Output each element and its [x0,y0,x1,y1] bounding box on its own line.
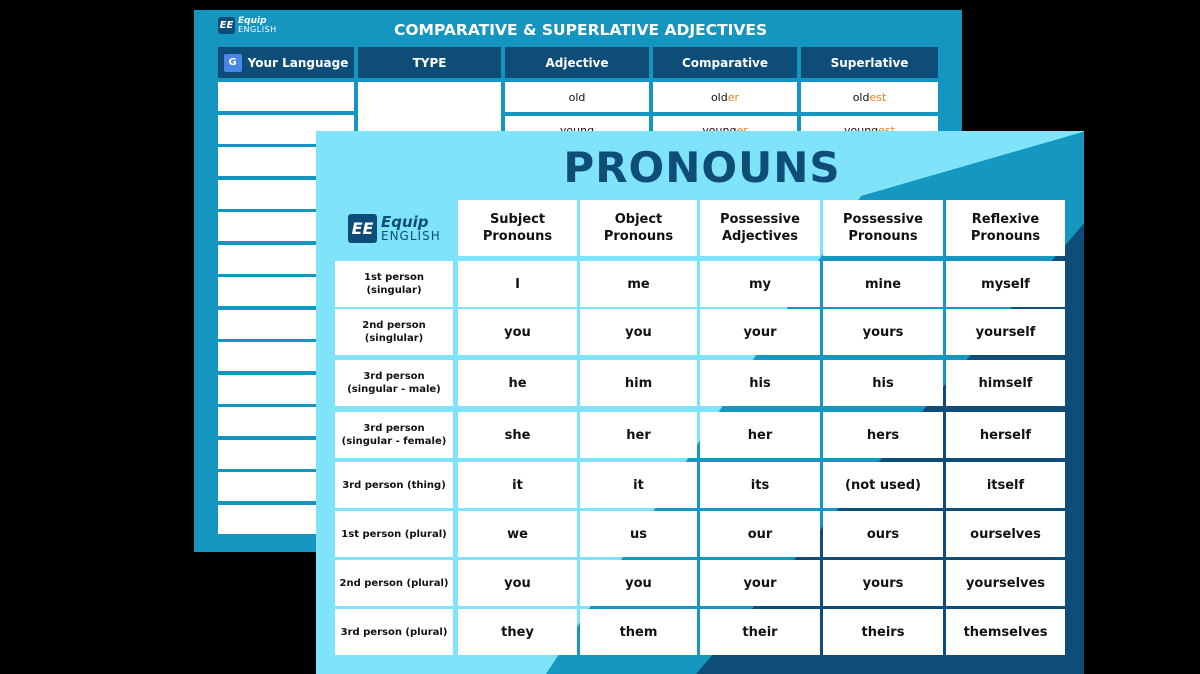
cell-text-line: 3rd person [363,371,425,382]
row-label [335,511,453,557]
word-base: old [852,90,870,104]
word-suffix: er [727,90,740,104]
pronoun-cell: itself [946,462,1065,508]
cell-text-line: Pronouns [603,229,674,244]
header-label: Your Language [247,55,349,70]
google-translate-icon: G [224,54,242,72]
pronoun-cell: I [458,261,577,307]
cell-text-line: 2nd person [362,320,426,331]
pronoun-cell: them [580,609,697,655]
pronoun-cell: your [700,560,820,606]
logo-line-1: Equip [381,213,429,231]
header-type: TYPE [358,47,501,78]
cell-text-line: Adjectives [721,229,799,244]
pronouns-chart-card [316,131,1084,674]
pronoun-cell: its [700,462,820,508]
word-base: old [710,90,728,104]
pronoun-cell: ourselves [946,511,1065,557]
comparative-cell [653,82,797,112]
cell-text-line: (singlular) [364,333,424,344]
cell-text-line: Object [614,212,663,227]
cell-text-line: 3rd person [363,423,425,434]
column-header [946,200,1065,256]
pronoun-cell: your [700,309,820,355]
ee-logo-badge: EE [218,17,235,34]
pronoun-cell: him [580,360,697,406]
pronoun-cell: her [700,412,820,458]
pronoun-cell: myself [946,261,1065,307]
pronoun-cell: our [700,511,820,557]
cell-text-line: Pronouns [970,229,1041,244]
pronoun-cell: it [580,462,697,508]
pronoun-cell: you [580,560,697,606]
pronoun-cell: (not used) [823,462,943,508]
pronouns-title: PRONOUNS [563,143,841,192]
column-header [580,200,697,256]
header-adjective: Adjective [505,47,649,78]
row-label [335,609,453,655]
pronoun-cell: hers [823,412,943,458]
cell-text-line: 2nd person (plural) [339,577,449,589]
row-label [335,412,453,458]
ee-logo-badge: EE [348,214,377,243]
pronoun-cell: his [700,360,820,406]
cell-text-line: 3rd person (plural) [340,626,448,638]
cell-text-line: Possessive [843,212,923,227]
your-language-cell [218,82,354,111]
cell-text-line: (singular - female) [341,436,447,447]
cell-text-line: 1st person (singular) [364,272,424,296]
cell-text-line: Possessive [720,212,800,227]
pronoun-cell: yourselves [946,560,1065,606]
pronoun-cell: themselves [946,609,1065,655]
row-label [335,309,453,355]
pronoun-cell: their [700,609,820,655]
pronoun-cell: herself [946,412,1065,458]
superlative-cell [801,82,938,112]
pronoun-cell: she [458,412,577,458]
adjective-cell: old [505,82,649,112]
cell-text-line: Pronouns [848,229,918,244]
header-superlative: Superlative [801,47,938,78]
pronoun-cell: he [458,360,577,406]
header-comparative: Comparative [653,47,797,78]
pronoun-cell: her [580,412,697,458]
pronoun-cell: himself [946,360,1065,406]
pronoun-cell: my [700,261,820,307]
column-header [700,200,820,256]
equip-english-logo [218,17,277,34]
cell-text-line: 1st person (plural) [341,528,447,540]
row-label [335,462,453,508]
pronoun-cell: it [458,462,577,508]
adjectives-chart-title: COMPARATIVE & SUPERLATIVE ADJECTIVES [394,21,768,39]
pronoun-cell: me [580,261,697,307]
header-your-language [218,47,354,78]
logo-line-1: Equip [238,16,267,26]
cell-text-line: Reflexive [971,212,1040,227]
cell-text-line: Subject [489,212,546,227]
pronoun-cell: you [580,309,697,355]
pronoun-cell: his [823,360,943,406]
row-label [335,261,453,307]
pronoun-cell: yourself [946,309,1065,355]
cell-text-line: Pronouns [482,229,553,244]
logo-line-2: ENGLISH [238,25,277,34]
pronoun-cell: yours [823,560,943,606]
pronoun-cell: yours [823,309,943,355]
pronoun-cell: they [458,609,577,655]
column-header [458,200,577,256]
row-label [335,360,453,406]
pronoun-cell: you [458,560,577,606]
cell-text-line: 3rd person (thing) [342,479,446,491]
word-suffix: est [869,90,887,104]
pronoun-cell: ours [823,511,943,557]
logo-line-2: ENGLISH [381,229,441,243]
cell-text-line: (singular - male) [347,384,441,395]
row-label [335,560,453,606]
pronoun-cell: we [458,511,577,557]
pronoun-cell: you [458,309,577,355]
equip-english-logo [348,214,441,243]
pronoun-cell: us [580,511,697,557]
pronoun-cell: theirs [823,609,943,655]
pronoun-cell: mine [823,261,943,307]
column-header [823,200,943,256]
